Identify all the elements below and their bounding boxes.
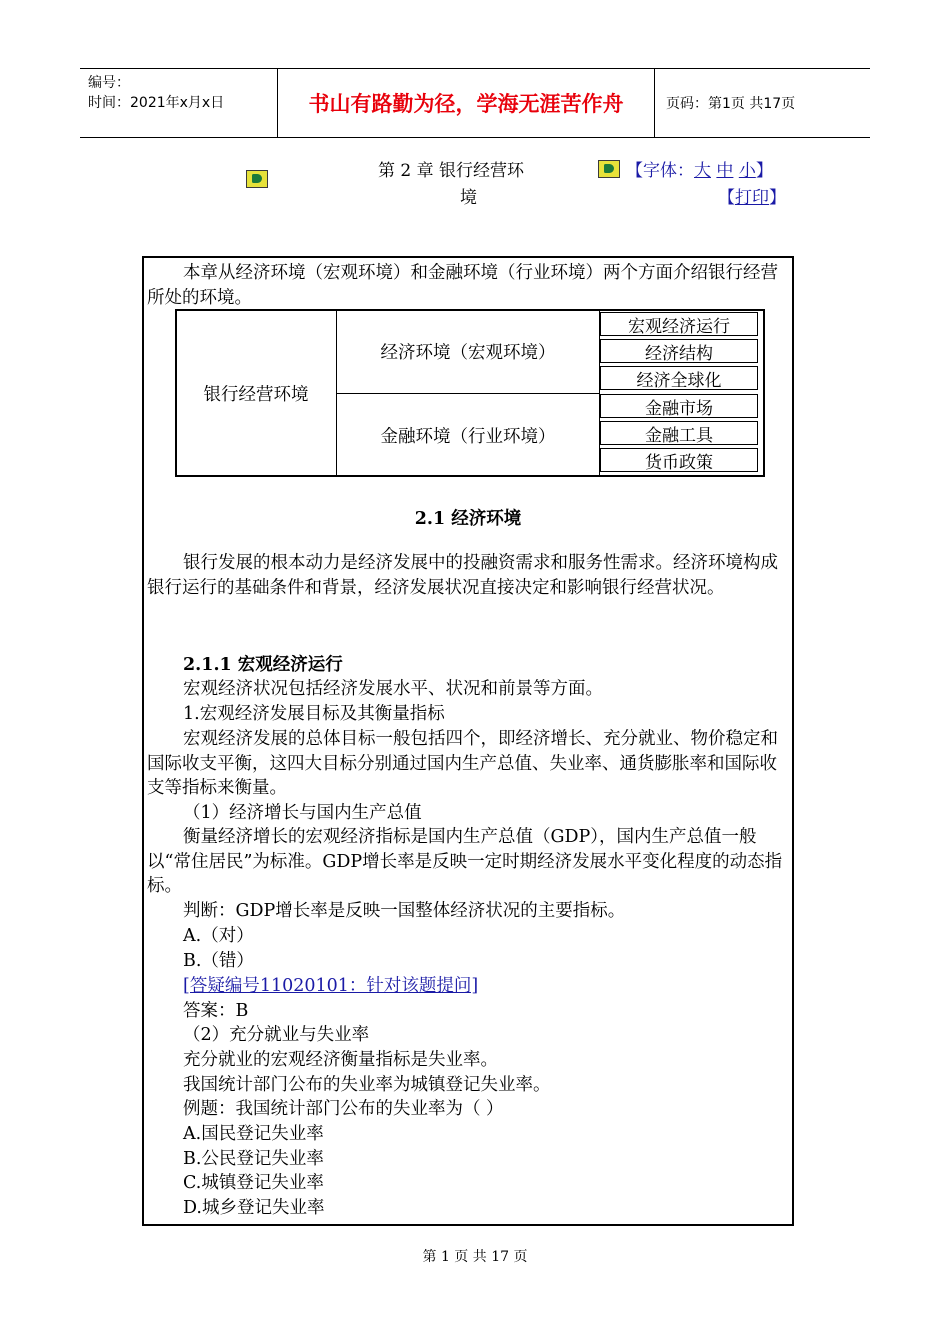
- structure-leaf: 金融工具: [600, 421, 758, 445]
- font-close: 】: [755, 161, 773, 181]
- structure-branch-financial: 金融环境（行业环境）: [380, 426, 556, 447]
- question-link-row: [147, 974, 787, 999]
- question-link[interactable]: [答疑编号11020101：针对该题提问]: [183, 976, 479, 996]
- question-statement: 判断：GDP增长率是反映一国整体经济状况的主要指标。: [183, 901, 626, 921]
- document-header: [80, 68, 870, 138]
- font-size-controls: [626, 158, 773, 185]
- header-motto: 书山有路勤为径，学海无涯苦作舟: [278, 69, 655, 137]
- option-a: A.（对）: [183, 926, 254, 946]
- text-line: 1.宏观经济发展目标及其衡量指标: [183, 704, 445, 724]
- chapter-title-line2: 境: [460, 188, 477, 208]
- section-paragraph: 银行发展的根本动力是经济发展中的投融资需求和服务性需求。经济环境构成银行运行的基础条件和背景，经济发展状况直接决定和影响银行经营状况。: [147, 553, 778, 598]
- print-close: 】: [769, 188, 786, 208]
- example-question: 例题：我国统计部门公布的失业率为（ ）: [183, 1099, 504, 1119]
- answer-line: 答案：B: [183, 1001, 249, 1021]
- page-footer: 第 1 页 共 17 页: [422, 1249, 528, 1265]
- font-label: 【字体：: [626, 161, 694, 181]
- section-title: 2.1 经济环境: [414, 509, 522, 529]
- text-paragraph: 宏观经济发展的总体目标一般包括四个，即经济增长、充分就业、物价稳定和国际收支平衡，这四大目标分别通过国内生产总值、失业率、通货膨胀率和国际收支等指标来衡量。: [147, 729, 778, 798]
- time-label: 时间：2021年x月x日: [88, 95, 225, 111]
- structure-table: [175, 309, 765, 477]
- header-page-info: 页码：第1页 共17页: [666, 96, 796, 112]
- subsection-title: 2.1.1 宏观经济运行: [183, 655, 343, 675]
- structure-leaf: 经济全球化: [600, 366, 758, 390]
- text-line: 充分就业的宏观经济衡量指标是失业率。: [183, 1050, 498, 1070]
- header-meta: [80, 69, 278, 137]
- structure-branch-economic: 经济环境（宏观环境）: [380, 343, 556, 363]
- structure-root: 银行经营环境: [203, 384, 309, 405]
- print-control: [718, 185, 786, 212]
- content-box: [142, 256, 794, 1226]
- structure-leaf: 宏观经济运行: [600, 312, 758, 336]
- option-b: B.公民登记失业率: [183, 1149, 324, 1169]
- text-line: 我国统计部门公布的失业率为城镇登记失业率。: [183, 1075, 551, 1095]
- structure-leaf: 货币政策: [600, 448, 758, 472]
- text-line: 宏观经济状况包括经济发展水平、状况和前景等方面。: [183, 679, 603, 699]
- option-d: D.城乡登记失业率: [183, 1198, 325, 1218]
- text-line: （2）充分就业与失业率: [183, 1025, 370, 1045]
- structure-leaf: 金融市场: [600, 394, 758, 418]
- font-small-link[interactable]: 小: [738, 161, 756, 181]
- intro-paragraph: 本章从经济环境（宏观环境）和金融环境（行业环境）两个方面介绍银行经营所处的环境。: [147, 263, 778, 308]
- print-open: 【: [718, 188, 735, 208]
- font-large-link[interactable]: 大: [694, 161, 711, 181]
- print-link[interactable]: 打印: [735, 188, 769, 208]
- chapter-title: [378, 158, 568, 212]
- number-label: 编号：: [88, 75, 130, 91]
- nav-arrow-icon[interactable]: [598, 160, 620, 178]
- text-line: （1）经济增长与国内生产总值: [183, 803, 422, 823]
- nav-arrow-icon[interactable]: [246, 170, 268, 188]
- chapter-title-line1: 第 2 章 银行经营环: [378, 161, 525, 181]
- font-medium-link[interactable]: 中: [716, 161, 734, 181]
- option-a: A.国民登记失业率: [183, 1124, 324, 1144]
- text-paragraph: 衡量经济增长的宏观经济指标是国内生产总值（GDP），国内生产总值一般以“常住居民”为标准。GDP增长率是反映一定时期经济发展水平变化程度的动态指标。: [147, 827, 783, 896]
- option-b: B.（错）: [183, 951, 254, 971]
- structure-leaf: 经济结构: [600, 339, 758, 363]
- option-c: C.城镇登记失业率: [183, 1173, 324, 1193]
